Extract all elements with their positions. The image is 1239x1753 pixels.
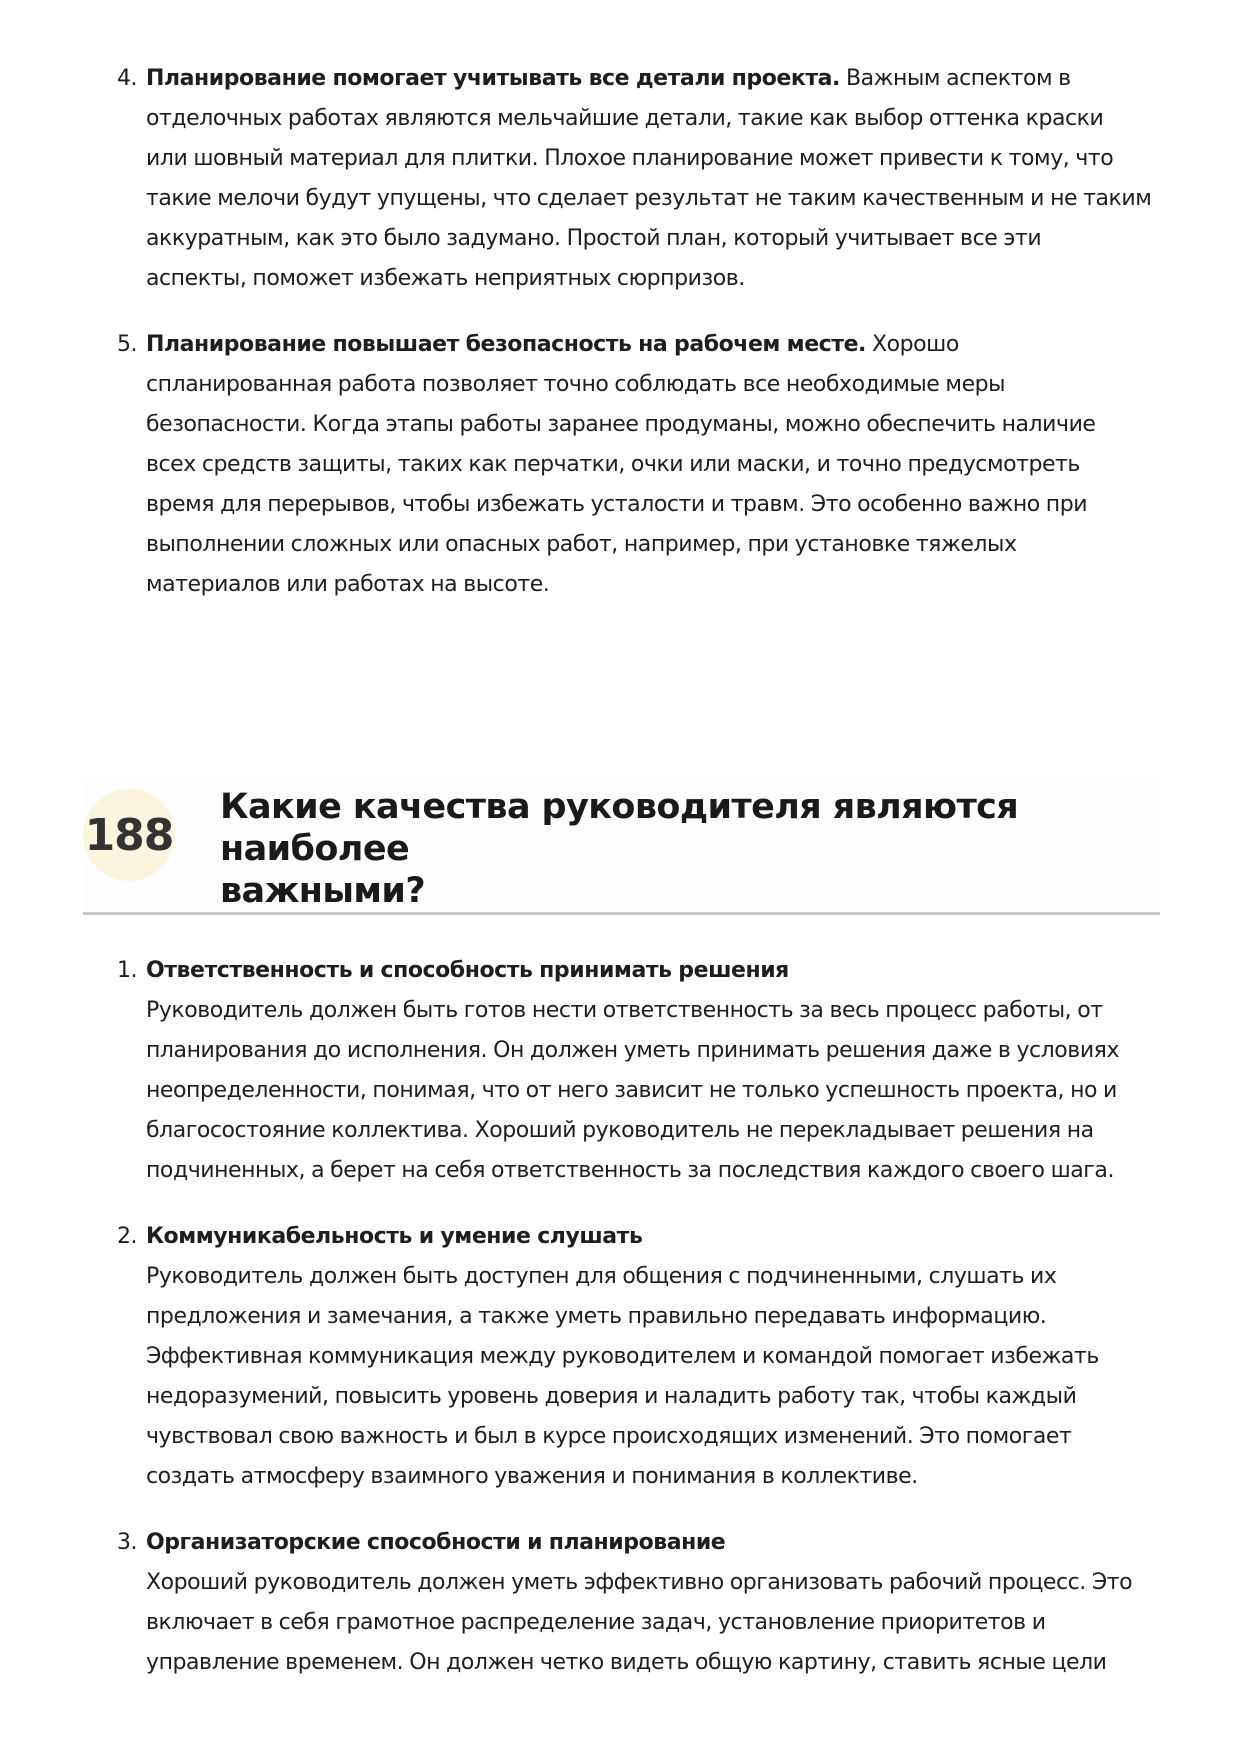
question-title (220, 786, 1160, 912)
item-title: Коммуникабельность и умение слушать (146, 1224, 643, 1249)
question-number-badge: 188 (83, 789, 175, 881)
question-title-line: важными? (220, 871, 426, 911)
list-item (83, 325, 1173, 605)
item-title: Планирование повышает безопасность на рабочем месте. (146, 332, 866, 357)
item-line: неопределенности, понимая, что от него зависит не только успешность проекта, но и (146, 1078, 1117, 1103)
item-line: Эффективная коммуникация между руководителем и командой помогает избежать (146, 1344, 1099, 1369)
item-line: чувствовал свою важность и был в курсе происходящих изменений. Это помогает (146, 1424, 1072, 1449)
leader-qualities-list (83, 951, 1173, 1709)
item-number: 3. (117, 1530, 138, 1555)
item-line: аккуратным, как это было задумано. Простой план, который учитывает все эти (146, 226, 1042, 251)
item-title: Организаторские способности и планирование (146, 1530, 726, 1555)
item-title: Ответственность и способность принимать решения (146, 958, 789, 983)
list-item (83, 59, 1173, 299)
item-line: Руководитель должен быть доступен для общения с подчиненными, слушать их (146, 1264, 1057, 1289)
item-line: планирования до исполнения. Он должен уметь принимать решения даже в условиях (146, 1038, 1120, 1063)
item-line: включает в себя грамотное распределение задач, установление приоритетов и (146, 1610, 1046, 1635)
item-number: 4. (117, 66, 138, 91)
item-line: безопасности. Когда этапы работы заранее продуманы, можно обеспечить наличие (146, 412, 1096, 437)
list-item (83, 1523, 1173, 1683)
item-line: благосостояние коллектива. Хороший руководитель не перекладывает решения на (146, 1118, 1094, 1143)
list-item (83, 951, 1173, 1191)
item-line: материалов или работах на высоте. (146, 572, 550, 597)
item-number: 1. (117, 958, 138, 983)
item-line: всех средств защиты, таких как перчатки, очки или маски, и точно предусмотреть (146, 452, 1080, 477)
item-line: такие мелочи будут упущены, что сделает результат не таким качественным и не таким (146, 186, 1152, 211)
item-line: предложения и замечания, а также уметь правильно передавать информацию. (146, 1304, 1047, 1329)
item-line: Важным аспектом в (839, 66, 1071, 91)
item-line: Хорошо (865, 332, 959, 357)
item-line: аспекты, поможет избежать неприятных сюрпризов. (146, 266, 745, 291)
item-line: выполнении сложных или опасных работ, например, при установке тяжелых (146, 532, 1017, 557)
list-item (83, 1217, 1173, 1497)
item-line: управление временем. Он должен четко видеть общую картину, ставить ясные цели (146, 1650, 1107, 1675)
item-line: недоразумений, повысить уровень доверия и наладить работу так, чтобы каждый (146, 1384, 1077, 1409)
question-header (83, 778, 1160, 915)
item-line: спланированная работа позволяет точно соблюдать все необходимые меры (146, 372, 1006, 397)
item-line: Хороший руководитель должен уметь эффективно организовать рабочий процесс. Это (146, 1570, 1133, 1595)
item-line: или шовный материал для плитки. Плохое планирование может привести к тому, что (146, 146, 1114, 171)
item-number: 2. (117, 1224, 138, 1249)
item-line: создать атмосферу взаимного уважения и понимания в коллективе. (146, 1464, 918, 1489)
planning-benefits-list (83, 59, 1173, 631)
item-line: время для перерывов, чтобы избежать усталости и травм. Это особенно важно при (146, 492, 1088, 517)
item-number: 5. (117, 332, 138, 357)
question-title-line: Какие качества руководителя являются наиболее (220, 787, 1019, 869)
item-line: Руководитель должен быть готов нести ответственность за весь процесс работы, от (146, 998, 1103, 1023)
item-line: подчиненных, а берет на себя ответственность за последствия каждого своего шага. (146, 1158, 1114, 1183)
item-line: отделочных работах являются мельчайшие детали, такие как выбор оттенка краски (146, 106, 1104, 131)
item-title: Планирование помогает учитывать все детали проекта. (146, 66, 840, 91)
